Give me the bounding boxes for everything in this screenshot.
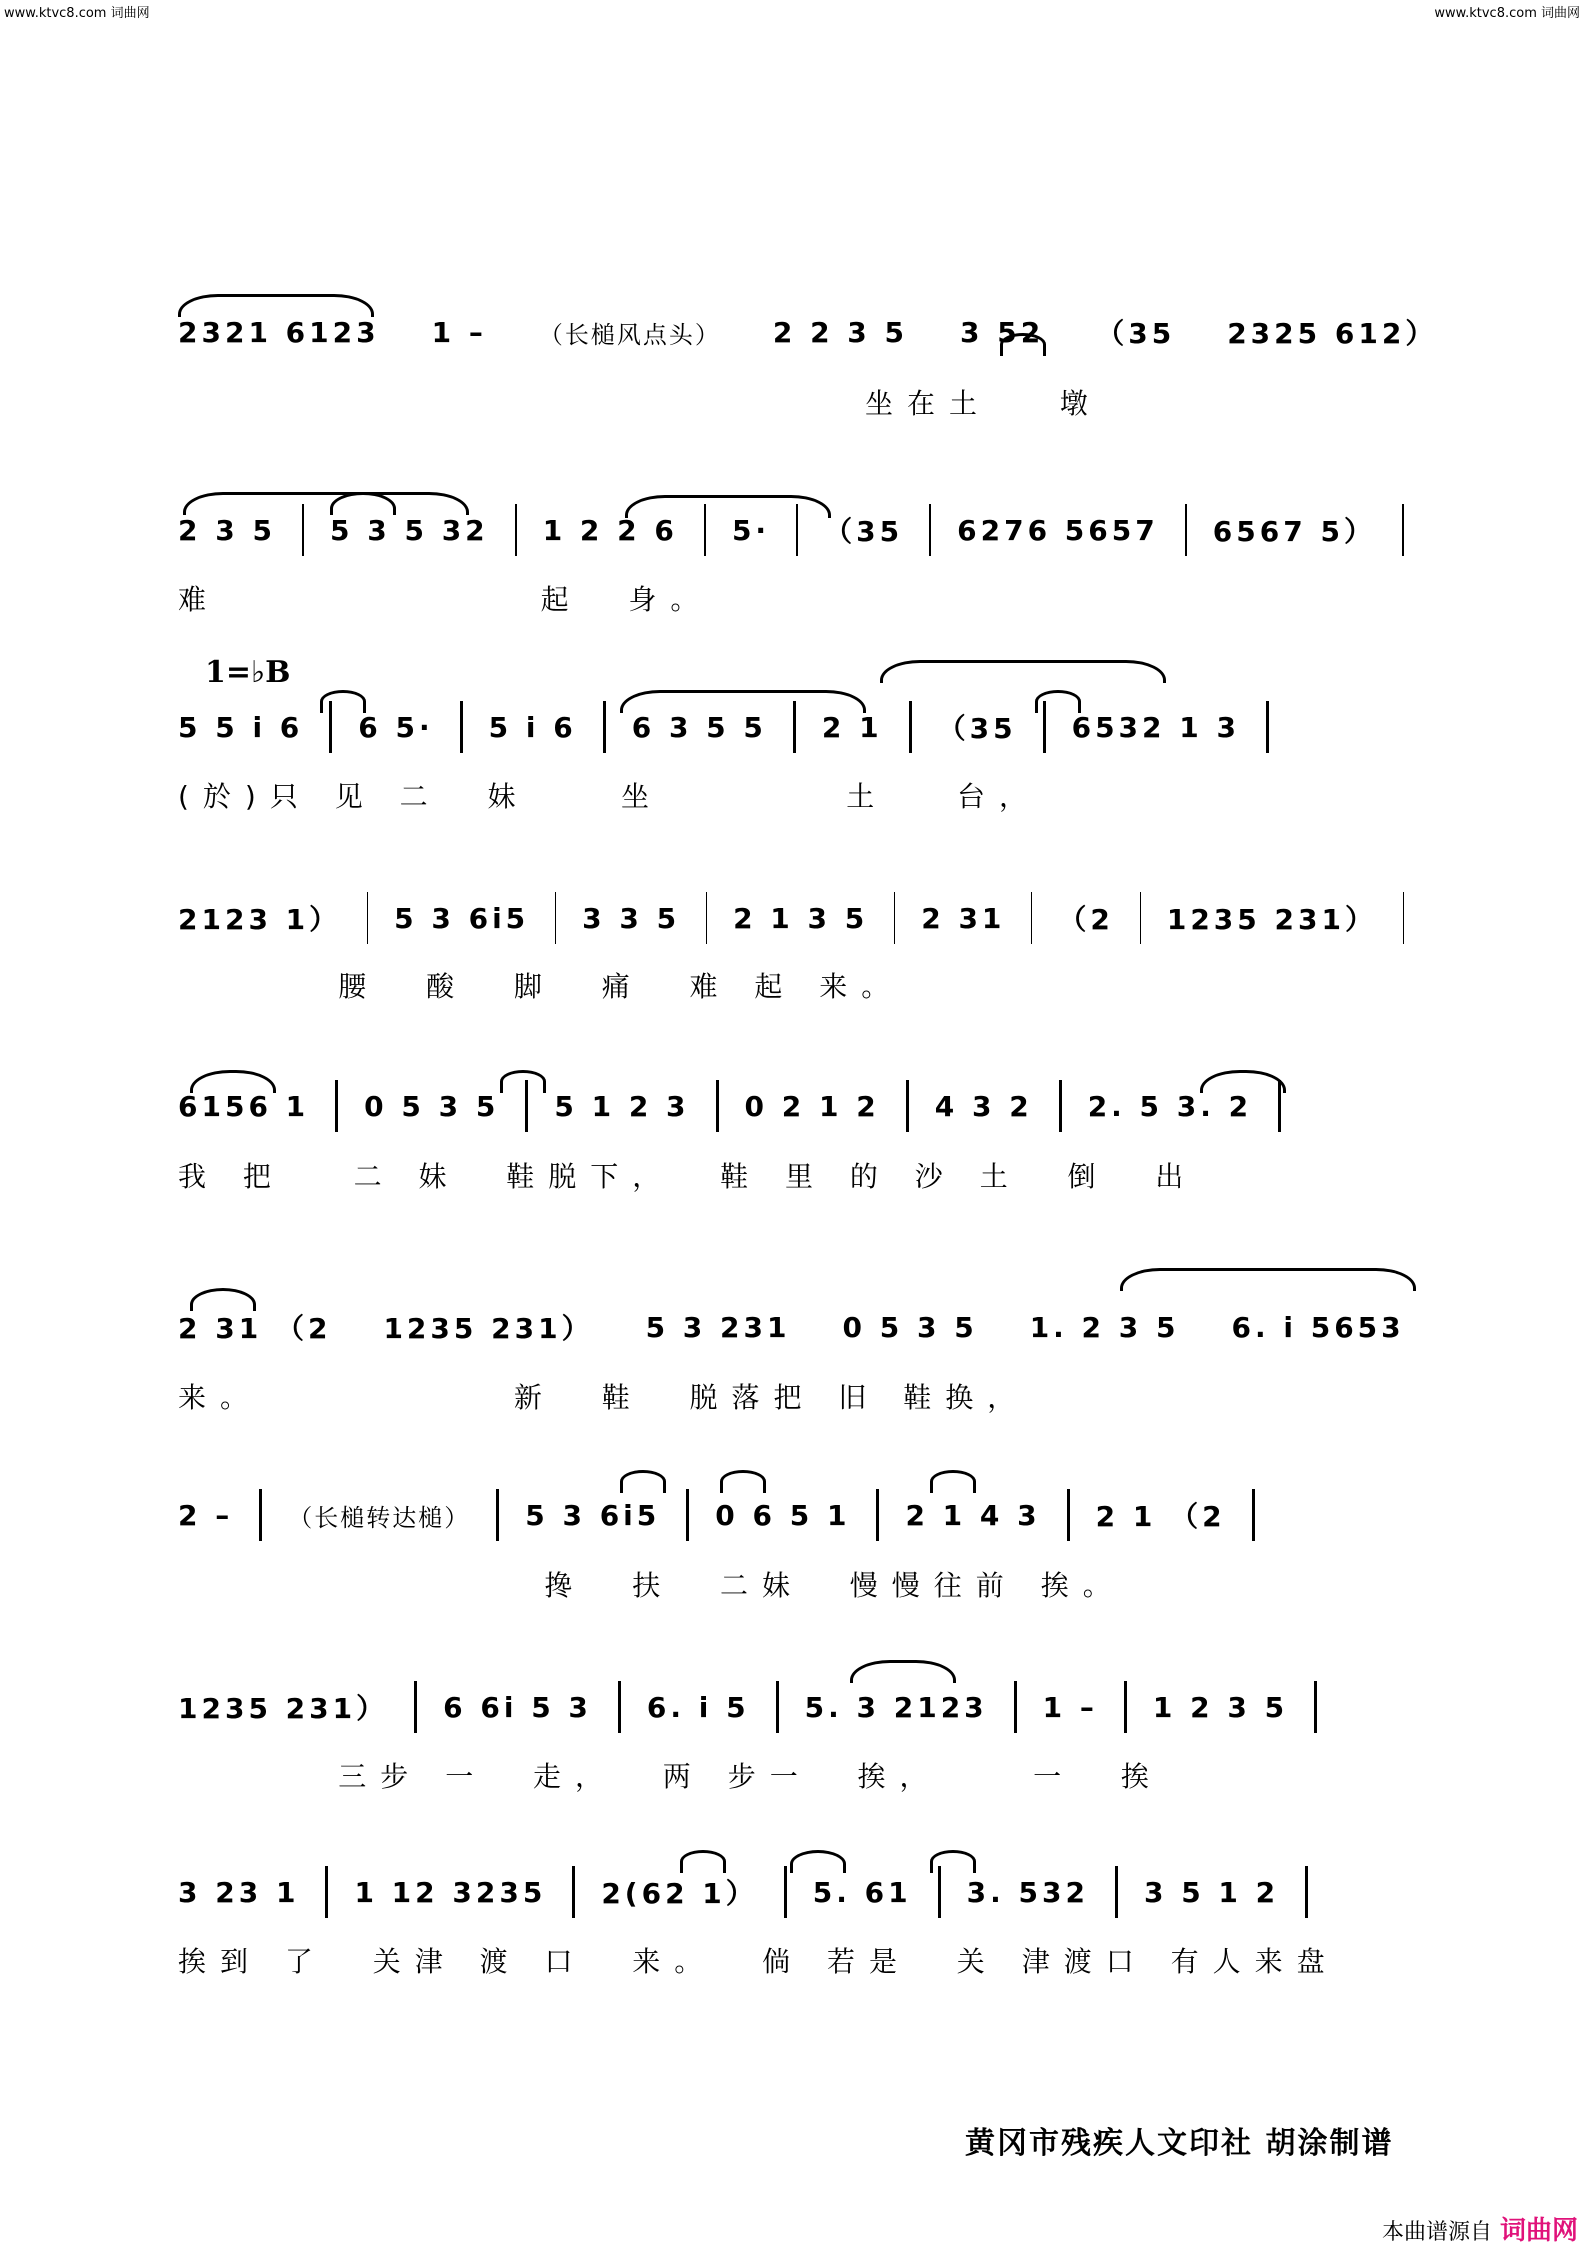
measure: （长槌转达槌）	[288, 1503, 471, 1532]
barline	[335, 1080, 338, 1132]
barline	[618, 1681, 621, 1733]
barline	[906, 1080, 909, 1132]
barline	[776, 1681, 779, 1733]
measure: 1235 231）	[383, 1312, 594, 1345]
slur-arc	[190, 1288, 256, 1311]
barline	[929, 504, 931, 556]
measure: 1 –	[1042, 1690, 1098, 1724]
measure: 6. i 5	[646, 1690, 750, 1724]
measure: 0 6 5 1	[715, 1498, 851, 1532]
measure: 5·	[731, 513, 771, 547]
measure: 3 23 1	[178, 1875, 300, 1909]
measure: 2 31	[921, 901, 1006, 935]
lyrics-line: 腰 酸 脚 痛 难 起 来。	[178, 970, 904, 1003]
measure: 3 3 5	[582, 901, 681, 935]
measure: 2 1 4 3	[905, 1498, 1041, 1532]
slur-arc	[880, 660, 1166, 683]
barline	[367, 892, 368, 944]
barline	[1031, 892, 1032, 944]
footer-source-brand: 词曲网	[1499, 2216, 1578, 2246]
footer-source-prefix: 本曲谱源自	[1381, 2220, 1492, 2245]
measure: 2. 5 3. 2	[1087, 1089, 1253, 1123]
measure: 3 5 1 2	[1143, 1875, 1280, 1909]
slur-arc	[625, 495, 831, 518]
barline	[938, 1866, 941, 1918]
slur-arc	[620, 1470, 666, 1493]
measure: 6532 1 3	[1071, 710, 1240, 744]
slur-arc	[720, 1470, 766, 1493]
slur-arc	[680, 1850, 726, 1873]
measure: 1 2 2 6	[542, 513, 678, 547]
barline	[1266, 701, 1269, 753]
header-site-right: www.ktvc8.com 词曲网	[1434, 6, 1580, 21]
notes-line	[178, 896, 1410, 940]
measure: 6. i 5653	[1231, 1310, 1405, 1344]
barline	[460, 701, 463, 753]
barline	[1185, 504, 1187, 556]
measure: 5 5 i 6	[178, 710, 304, 744]
measure: 5 1 2 3	[554, 1089, 690, 1123]
barline	[603, 701, 606, 753]
slur-arc	[1000, 333, 1046, 356]
lyrics-line: 搀 扶 二妹 慢慢往前 挨。	[178, 1569, 1125, 1602]
barline	[1314, 1681, 1317, 1733]
measure: 4 3 2	[934, 1089, 1033, 1123]
slur-arc	[1200, 1070, 1286, 1093]
barline	[784, 1866, 787, 1918]
measure: （35	[937, 712, 1017, 745]
barline	[1402, 504, 1404, 556]
notes-line	[178, 1493, 1410, 1537]
barline	[1305, 1866, 1308, 1918]
barline	[414, 1681, 417, 1733]
slur-arc	[930, 1470, 976, 1493]
measure: 1 –	[431, 315, 487, 349]
measure: 2 31 （2	[178, 1312, 332, 1345]
measure: 6156 1	[178, 1089, 310, 1123]
measure: （2	[1058, 903, 1114, 936]
slur-arc	[178, 294, 374, 317]
slur-arc	[930, 1850, 976, 1873]
notes-line	[178, 1870, 1410, 1914]
measure: 2 –	[178, 1498, 234, 1532]
measure: 5. 3 2123	[804, 1690, 988, 1724]
measure: 2 2 3 5	[772, 315, 909, 349]
notes-line	[178, 1685, 1410, 1729]
barline	[1059, 1080, 1062, 1132]
slur-arc	[1035, 690, 1081, 713]
slur-arc	[190, 1070, 276, 1093]
measure: （长槌风点头）	[538, 320, 721, 349]
lyrics-line: 三步 一 走， 两 步一 挨， 一 挨	[178, 1760, 1163, 1793]
barline	[706, 892, 707, 944]
lyrics-line: (於)只 见 二 妹 坐 土 台，	[178, 780, 1041, 813]
barline	[325, 1866, 328, 1918]
measure: 5 3 5 32	[330, 513, 489, 547]
measure: 3 52	[960, 315, 1045, 349]
lyrics-line: 我 把 二 妹 鞋脱下， 鞋 里 的 沙 土 倒 出	[178, 1160, 1198, 1193]
slur-arc	[790, 1850, 846, 1873]
measure: 5 i 6	[488, 710, 577, 744]
measure: 6567 5）	[1212, 515, 1376, 548]
lyrics-line: 来。 新 鞋 脱落把 旧 鞋换，	[178, 1381, 1030, 1414]
barline	[1252, 1489, 1255, 1541]
measure: 6 3 5 5	[631, 710, 767, 744]
lyrics-line: 坐在土 墩	[178, 387, 1102, 420]
header-site-left: www.ktvc8.com 词曲网	[4, 6, 150, 21]
key-signature: 1=♭B	[205, 655, 291, 690]
measure: 5 3 6i5	[394, 901, 530, 935]
measure: 6 6i 5 3	[443, 1690, 592, 1724]
measure: 2321 6123	[178, 315, 380, 349]
slur-arc	[1120, 1268, 1416, 1291]
measure: 2(62 1）	[601, 1877, 758, 1910]
barline	[909, 701, 912, 753]
measure: 1235 231）	[178, 1692, 389, 1725]
barline	[876, 1489, 879, 1541]
lyrics-line: 难 起 身。	[178, 583, 713, 616]
measure: 1 12 3235	[354, 1875, 547, 1909]
measure: 0 5 3 5	[842, 1310, 978, 1344]
barline	[686, 1489, 689, 1541]
measure: 1. 2 3 5	[1029, 1310, 1180, 1344]
footer-source	[1382, 2210, 1578, 2247]
slur-arc	[320, 690, 366, 713]
notes-line	[178, 1305, 1410, 1349]
measure: 2123 1）	[178, 903, 342, 936]
barline	[555, 892, 556, 944]
measure: 6 5·	[358, 710, 434, 744]
measure: 2 3 5	[178, 513, 276, 547]
barline	[894, 892, 895, 944]
barline	[572, 1866, 575, 1918]
slur-arc	[620, 690, 866, 713]
barline	[1124, 1681, 1127, 1733]
measure: （35	[824, 515, 904, 548]
barline	[496, 1489, 499, 1541]
barline	[259, 1489, 262, 1541]
slur-arc	[500, 1070, 546, 1093]
measure: 1 2 3 5	[1152, 1690, 1289, 1724]
measure: 0 5 3 5	[364, 1089, 500, 1123]
measure: 2 1 3 5	[733, 901, 869, 935]
measure: 5 3 231	[645, 1310, 791, 1344]
lyrics-line: 挨到 了 关津 渡 口 来。 倘 若是 关 津渡口 有人来盘	[178, 1945, 1339, 1978]
measure: 2325 612）	[1227, 317, 1438, 350]
barline	[1115, 1866, 1118, 1918]
measure: 6276 5657	[957, 513, 1159, 547]
measure: 3. 532	[966, 1875, 1089, 1909]
measure: 5. 61	[812, 1875, 912, 1909]
barline	[1403, 892, 1404, 944]
measure: 0 2 1 2	[744, 1089, 880, 1123]
barline	[515, 504, 517, 556]
footer-credit: 黄冈市残疾人文印社 胡涂制谱	[965, 2126, 1394, 2161]
measure: （35	[1096, 317, 1176, 350]
measure: 5 3 6i5	[525, 1498, 661, 1532]
measure: 2 1	[821, 710, 883, 744]
barline	[1140, 892, 1141, 944]
barline	[1067, 1489, 1070, 1541]
measure: 2 1 （2	[1095, 1500, 1226, 1533]
slur-arc	[183, 492, 469, 515]
barline	[1014, 1681, 1017, 1733]
measure: 1235 231）	[1166, 903, 1377, 936]
slur-arc	[850, 1660, 956, 1683]
barline	[716, 1080, 719, 1132]
